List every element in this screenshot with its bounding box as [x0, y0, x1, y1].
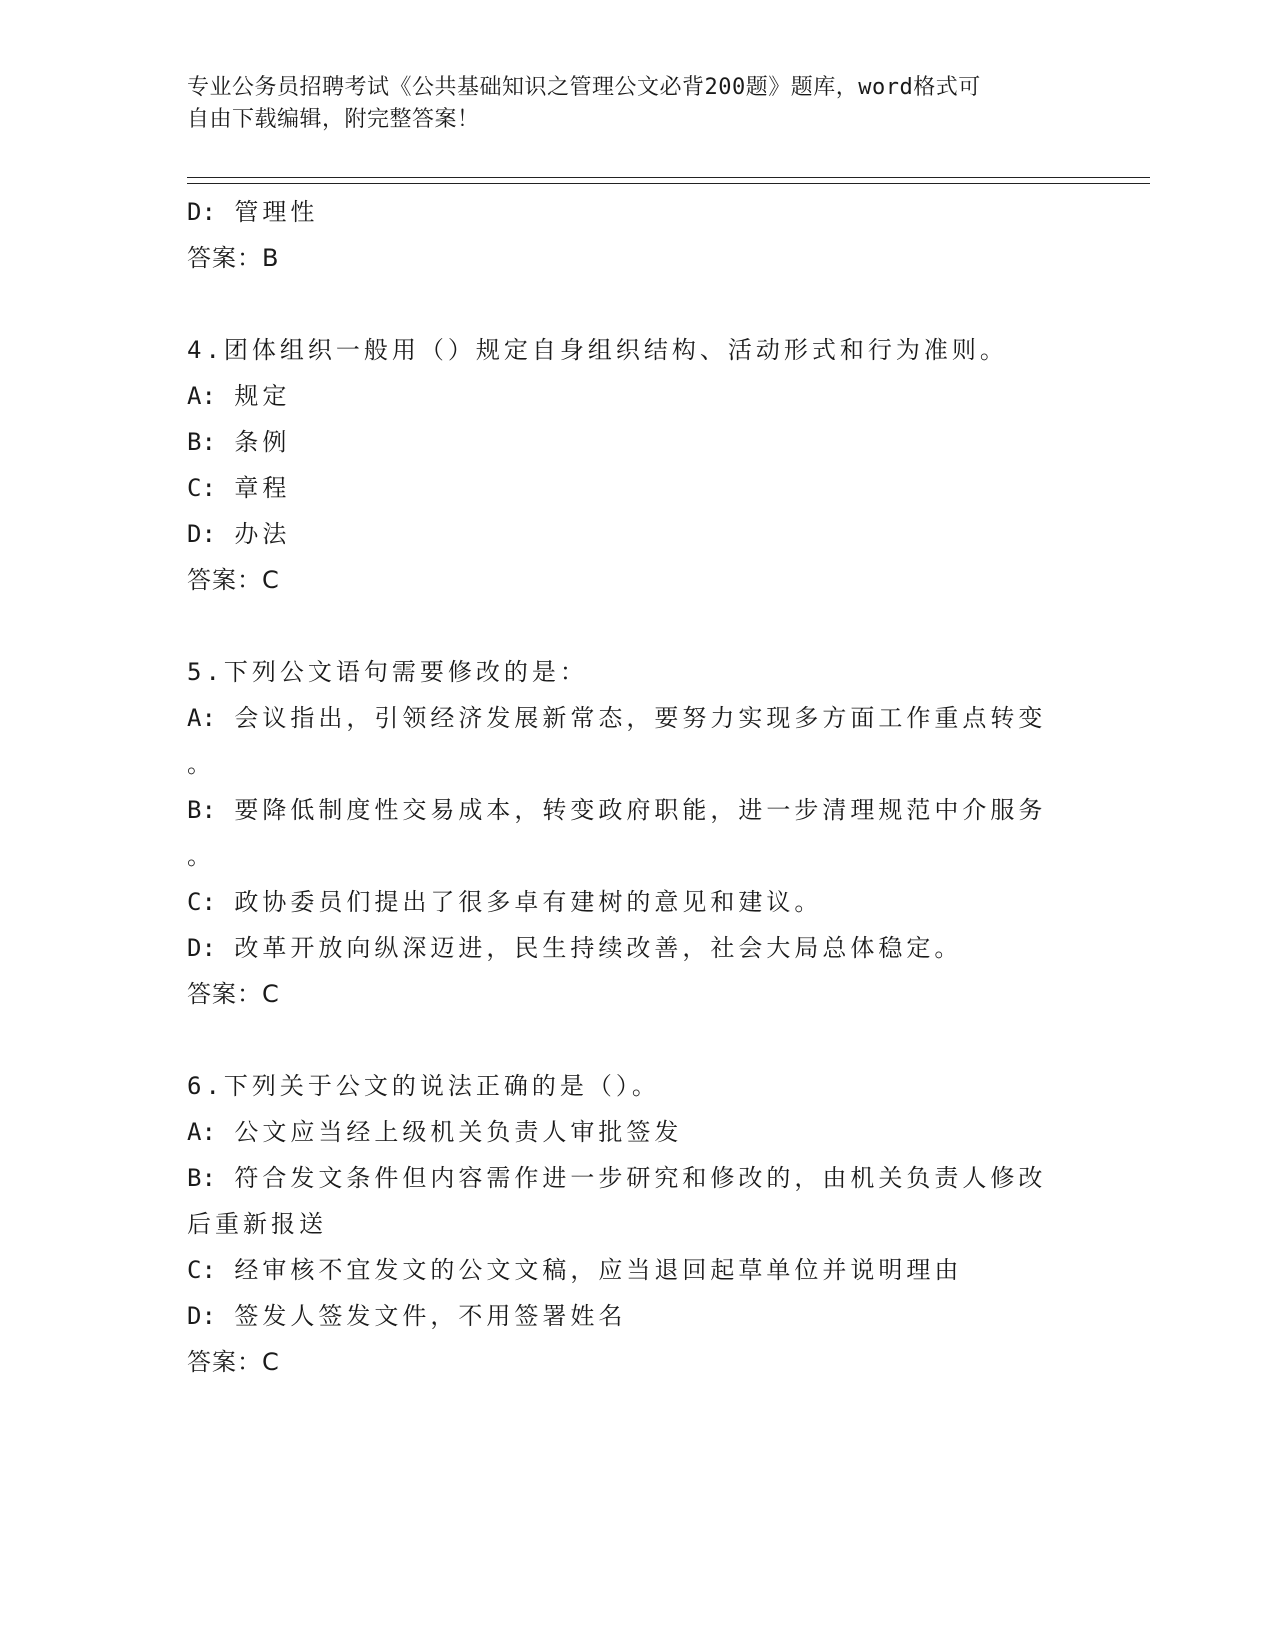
question-block	[187, 1063, 1087, 1385]
option-b: B: 要降低制度性交易成本，转变政府职能，进一步清理规范中介服务	[187, 796, 1047, 824]
option-a: A: 公文应当经上级机关负责人审批签发	[187, 1118, 683, 1146]
option-a: A: 规定	[187, 382, 291, 410]
page-header	[187, 72, 1067, 136]
answer-line: 答案：C	[187, 566, 280, 594]
header-line-1: 专业公务员招聘考试《公共基础知识之管理公文必背200题》题库，word格式可	[187, 75, 981, 100]
answer-line: 答案：B	[187, 244, 280, 272]
header-line-2: 自由下载编辑，附完整答案！	[187, 107, 480, 132]
option-b-continuation: 后重新报送	[187, 1210, 327, 1238]
header-divider-top	[187, 177, 1150, 178]
answer-line: 答案：C	[187, 1348, 280, 1376]
question-list	[187, 189, 1087, 1385]
option-c: C: 章程	[187, 474, 291, 502]
question-block	[187, 327, 1087, 603]
question-stem: 6.下列关于公文的说法正确的是（）。	[187, 1072, 660, 1100]
option-b: B: 符合发文条件但内容需作进一步研究和修改的，由机关负责人修改	[187, 1164, 1047, 1192]
option-c: C: 政协委员们提出了很多卓有建树的意见和建议。	[187, 888, 823, 916]
question-stem: 4.团体组织一般用（）规定自身组织结构、活动形式和行为准则。	[187, 336, 1008, 364]
option-d: D: 改革开放向纵深迈进，民生持续改善，社会大局总体稳定。	[187, 934, 963, 962]
option-d: D: 签发人签发文件，不用签署姓名	[187, 1302, 627, 1330]
header-divider-bottom	[187, 183, 1150, 184]
option-a: A: 会议指出，引领经济发展新常态，要努力实现多方面工作重点转变	[187, 704, 1047, 732]
option-d: D: 管理性	[187, 198, 319, 226]
option-b: B: 条例	[187, 428, 291, 456]
option-b-continuation: 。	[187, 842, 215, 870]
question-block	[187, 649, 1087, 1017]
option-d: D: 办法	[187, 520, 291, 548]
option-a-continuation: 。	[187, 750, 215, 778]
option-c: C: 经审核不宜发文的公文文稿，应当退回起草单位并说明理由	[187, 1256, 963, 1284]
answer-line: 答案：C	[187, 980, 280, 1008]
question-stem: 5.下列公文语句需要修改的是：	[187, 658, 588, 686]
